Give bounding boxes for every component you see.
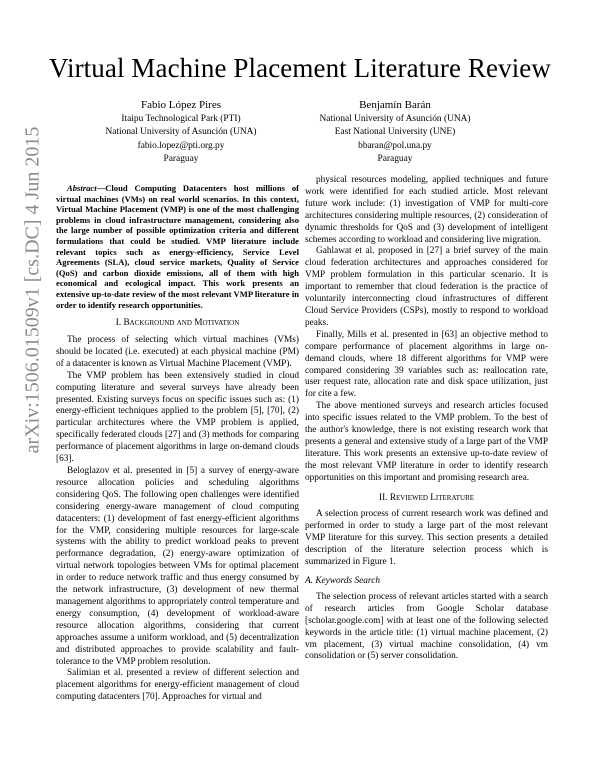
author-name: Fabio López Pires	[140, 99, 222, 111]
section-heading: II. Reviewed Literature	[378, 492, 475, 503]
author-block-2	[270, 98, 520, 166]
author-affiliation: National University of Asunción (UNA)	[105, 127, 257, 138]
right-paragraphs	[305, 592, 548, 663]
author-block-1	[56, 98, 306, 166]
right-paragraphs	[305, 509, 548, 569]
abstract-label: Abstract	[67, 183, 97, 193]
right-paragraphs	[305, 175, 548, 485]
arxiv-stamp: arXiv:1506.01509v1 [cs.DC] 4 Jun 2015	[21, 126, 44, 454]
author-affiliation: Itaipu Technological Park (PTI)	[121, 114, 241, 124]
right-column	[305, 175, 548, 663]
body-paragraph: The VMP problem has been extensively studied in cloud computing literature and several surveys have already been presented. Existing surveys focus on specific issues such as: (1) energy-efficient techniques applied to the problem [5], [70], (2) particular architectures where the VMP problem is applied, specifically federated clouds [27] and (3) methods for comparing performance of placement algorithms in large on-demand clouds [63].	[56, 370, 299, 465]
author-affiliation: East National University (UNE)	[334, 127, 456, 138]
author-country: Paraguay	[163, 153, 199, 164]
author-email[interactable]: bbaran@pol.una.py	[358, 140, 432, 151]
body-paragraph: Beloglazov et al. presented in [5] a survey of energy-aware resource allocation policies and scheduling algorithms considering QoS. The following open challenges were identified considering energy-aware management of cloud computing datacenters: (1) development of fast energy-efficient algorithms for the VMP, considering multiple resources for large-scale systems with the ability to predict workload peaks to prevent performance degradation, (2) energy-aware optimization of virtual network topologies between VMs for optimal placement in order to reduce network traffic and thus energy consumed by the network infrastructure, (3) development of new thermal management algorithms to appropriately control temperature and energy consumption, (4) development of workload-aware resource allocation algorithms, considering that current approaches assume a uniform workload, and (5) decentralization and distributed approaches to provide scalability and fault-tolerance to the VMP problem resolution.	[56, 466, 299, 667]
author-country: Paraguay	[377, 153, 413, 164]
left-paragraphs	[56, 335, 299, 704]
abstract	[56, 183, 299, 310]
paper-title: Virtual Machine Placement Literature Review	[49, 53, 551, 83]
subsection-heading: A. Keywords Search	[305, 576, 380, 586]
author-name: Benjamín Barán	[359, 99, 431, 111]
body-paragraph: physical resources modeling, applied techniques and future work were identified for each studied article. Most relevant future work include: (1) investigation of VMP for multi-core architectures considering multiple resources, (2) consideration of dynamic thresholds for QoS and (3) development of intelligent schemes according to workload and considering live migration.	[305, 175, 548, 245]
left-column	[56, 183, 299, 704]
section-heading: I. Background and Motivation	[115, 318, 240, 329]
body-paragraph: The above mentioned surveys and research articles focused into specific issues related to the VMP problem. To the best of the author's knowledge, there is not existing research work that presents a general and extensive study of a large part of the VMP literature. This work presents an extensive up-to-date review of the most relevant VMP literature in order to identify research opportunities on this important and promising research area.	[305, 401, 548, 483]
abstract-text: —Cloud Computing Datacenters host millions of virtual machines (VMs) on real world scenarios. In this context, Virtual Machine Placement (VMP) is one of the most challenging problems in cloud infrastructure management, considering also the large number of possible optimization criteria and different formulations that could be studied. VMP literature include relevant topics such as energy-efficiency, Service Level Agreements (SLA), cloud service markets, Quality of Service (QoS) and carbon dioxide emissions, all of them with high economical and ecological impact. This work presents an extensive up-to-date review of the most relevant VMP literature in order to identify research opportunities.	[56, 183, 299, 310]
body-paragraph: The selection process of relevant articles started with a search of research articles from Google Scholar database [scholar.google.com] with at least one of the following selected keywords in the article title: (1) virtual machine placement, (2) vm placement, (3) virtual machine consolidation, (4) vm consolidation or (5) server consolidation.	[305, 591, 548, 662]
body-paragraph: Gahlawat et al. proposed in [27] a brief survey of the main cloud federation architectures and approaches considered for VMP problem formulation in this particular scenario. It is important to remember that cloud federation is the practice of voluntarily interconnecting cloud infrastructures of different Cloud Service Providers (CSPs), mostly to respond to workload peaks.	[305, 246, 548, 328]
author-email[interactable]: fabio.lopez@pti.org.py	[137, 140, 225, 151]
body-paragraph: The process of selecting which virtual machines (VMs) should be located (i.e. executed) at each physical machine (PM) of a datacenter is known as Virtual Machine Placement (VMP).	[56, 335, 299, 369]
author-affiliation: National University of Asunción (UNA)	[319, 114, 471, 124]
body-paragraph: Finally, Mills et al. presented in [63] an objective method to compare performance of placement algorithms in large on-demand clouds, where 18 different algorithms for VMP were compared considering 39 variables such as: reallocation rate, user request rate, allocation rate and disk space utilization, just for cite a few.	[305, 329, 548, 400]
body-paragraph: A selection process of current research work was defined and performed in order to study a large part of the most relevant VMP literature for this survey. This section presents a detailed description of the literature selection process which is summarized in Figure 1.	[305, 509, 548, 568]
body-paragraph: Salimian et al. presented a review of different selection and placement algorithms for energy-efficient management of cloud computing datacenters [70]. Approaches for virtual and	[56, 668, 299, 703]
